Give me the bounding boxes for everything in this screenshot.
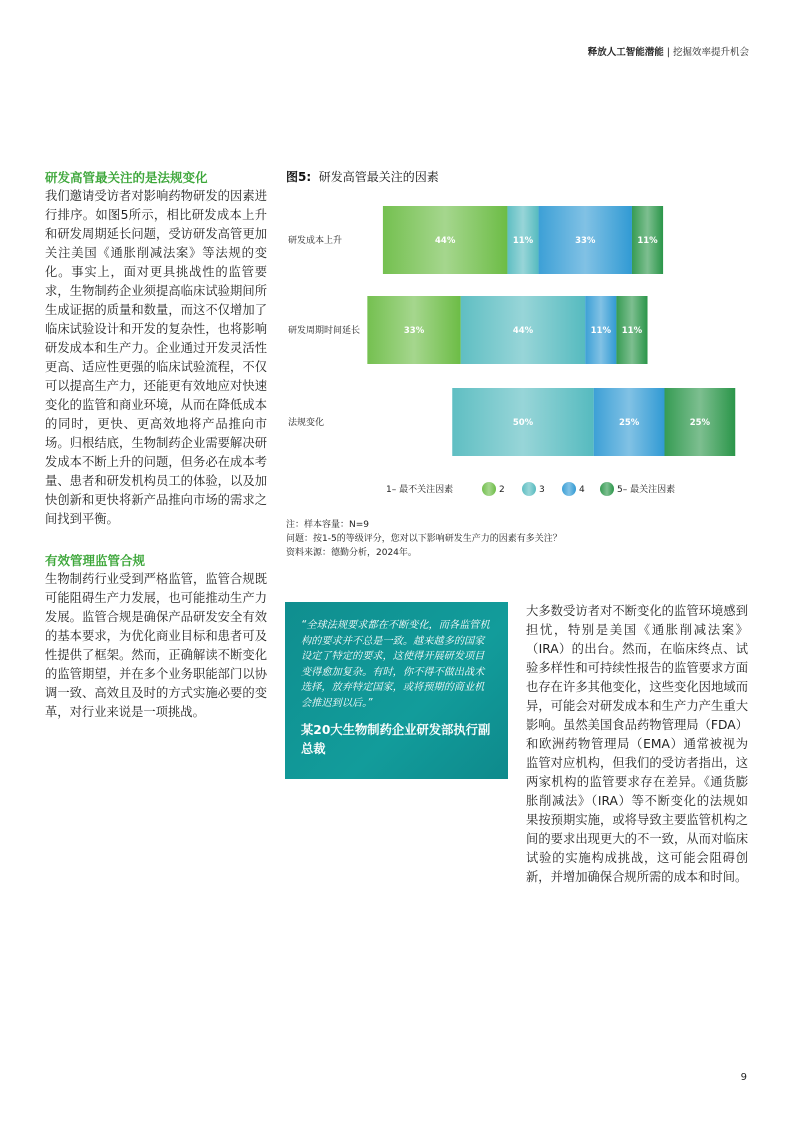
legend-label: 5– 最关注因素: [617, 485, 676, 495]
right-column: [526, 602, 748, 887]
data-label: 25%: [618, 418, 640, 428]
legend-swatch: [522, 482, 536, 496]
section-body-regulatory-change: 我们邀请受访者对影响药物研发的因素进行排序。如图5所示，相比研发成本上升和研发周期延长问题，受访研发高管更加关注美国《通胀削减法案》等法规的变化。事实上，面对更具挑战性的监管要求，生物制药企业须提高临床试验期间所生成证据的质量和数量，而这不仅增加了临床试验设计和开发的复杂性，也将影响研发成本和生产力。企业通过开发灵活性更高、适应性更强的临床试验流程，不仅可以提高生产力，还能更有效地应对快速变化的监管和商业环境，从而在降低成本的同时，更快、更高效地将产品推向市场。归根结底，生物制药企业需要解决研发成本不断上升的问题，但务必在成本考量、患者和研发机构员工的体验，以及加快创新和更快将新产品推向市场的需求之间找到平衡。: [45, 189, 267, 526]
section-title-compliance: 有效管理监管合规: [45, 553, 146, 568]
running-header: [588, 44, 749, 58]
data-label: 33%: [403, 326, 425, 336]
left-column: [45, 168, 267, 722]
legend-swatch: [600, 482, 614, 496]
page-number: 9: [740, 1072, 747, 1083]
figure-5: [286, 168, 746, 495]
category-label: 研发成本上升: [288, 236, 343, 246]
header-title: 释放人工智能潜能: [587, 47, 664, 58]
data-label: 25%: [689, 418, 711, 428]
data-label: 11%: [637, 236, 658, 246]
right-column-body: 大多数受访者对不断变化的监管环境感到担忧，特别是美国《通胀削减法案》（IRA）的出台。然而，在临床终点、试验多样性和可持续性报告的监管要求方面也存在许多其他变化，这些变化因地域而异，可能会对研发成本和生产力产生重大影响。虽然美国食品药物管理局（FDA）和欧洲药物管理局（EMA）通常被视为监管对应机构，但我们的受访者指出，这两家机构的监管要求存在差异。《通货膨胀削减法》（IRA）等不断变化的法规如果按预期实施，或将导致主要监管机构之间的要求出现更大的不一致，从而对临床试验的实施构成挑战，这可能会阻碍创新，并增加确保合规所需的成本和时间。: [526, 604, 748, 884]
section-title-regulatory-change: 研发高管最关注的是法规变化: [45, 170, 208, 185]
section-body-compliance: 生物制药行业受到严格监管，监管合规既可能阻碍生产力发展，也可能推动生产力发展。监管合规是确保产品研发安全有效的基本要求，为优化商业目标和患者可及性提供了框架。然而，正确解读不断变化的监管期望，并在多个业务职能部门以协调一致、高效且及时的方式实施必要的变革，对行业来说是一项挑战。: [45, 572, 267, 719]
category-label: 研发周期时间延长: [288, 326, 361, 336]
legend-label: 4: [579, 485, 585, 495]
data-label: 11%: [621, 326, 643, 336]
legend-swatch: [562, 482, 576, 496]
figure-notes: [286, 518, 562, 560]
legend-label: 2: [499, 485, 505, 495]
data-label: 44%: [434, 236, 456, 246]
header-subtitle: 挖掘效率提升机会: [672, 47, 749, 58]
data-label: 50%: [512, 418, 534, 428]
stacked-bar-chart: [286, 204, 746, 504]
quote-box: [285, 602, 508, 779]
note-question: 问题：按1-5的等级评分，您对以下影响研发生产力的因素有多关注？: [286, 534, 562, 544]
quote-text: “全球法规要求都在不断变化，而各监管机构的要求并不总是一致。越来越多的国家设定了特定的要求，这使得开展研发项目变得愈加复杂。有时，你不得不做出战术选择，放弃特定国家，或将预期的商业机会推迟到以后。”: [301, 620, 490, 709]
legend-label: 1– 最不关注因素: [386, 485, 454, 495]
note-sample-size: 注：样本容量：N=9: [286, 520, 369, 530]
header-separator: |: [663, 47, 673, 58]
quote-author: 某20大生物制药企业研发部执行副总裁: [301, 723, 491, 756]
note-source: 资料来源：德勤分析，2024年。: [286, 548, 417, 558]
figure-label: 图5:: [286, 170, 312, 184]
figure-caption: 研发高管最关注的因素: [318, 170, 439, 184]
data-label: 44%: [512, 326, 534, 336]
legend-swatch: [482, 482, 496, 496]
data-label: 11%: [512, 236, 534, 246]
legend-label: 3: [539, 485, 545, 495]
data-label: 33%: [575, 236, 596, 246]
category-label: 法规变化: [288, 418, 325, 428]
figure-title: [286, 168, 746, 187]
data-label: 11%: [590, 326, 612, 336]
